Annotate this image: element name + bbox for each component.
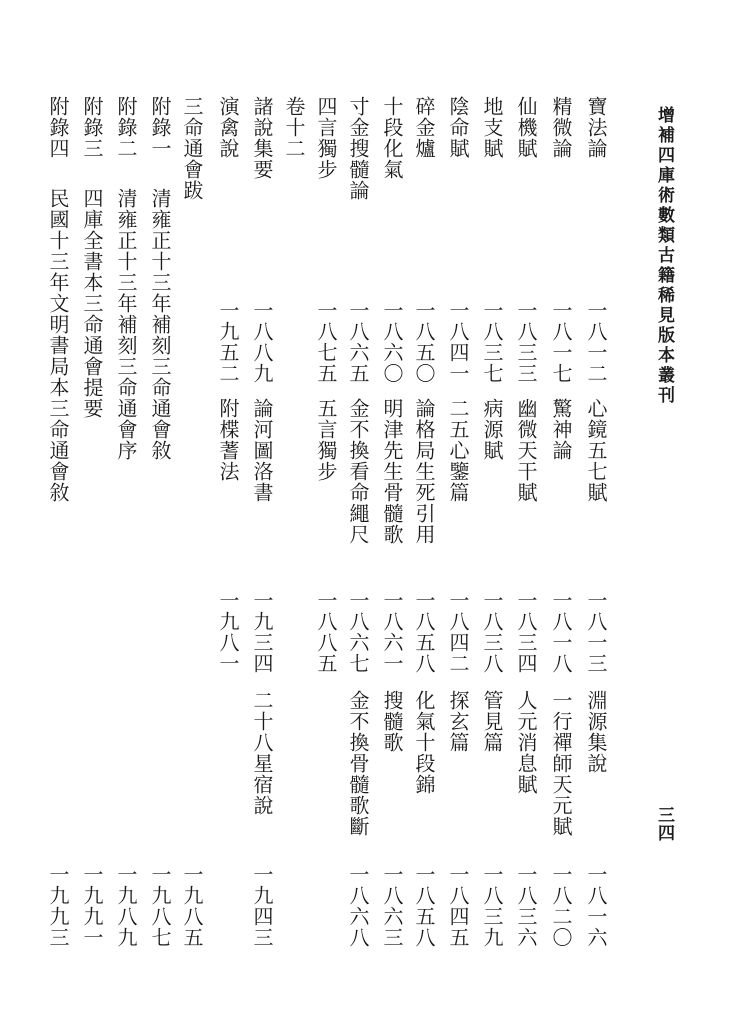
toc-page-2-p1: 一八三四 <box>514 590 538 674</box>
toc-page-6-p0: 一八六〇 <box>380 300 404 384</box>
toc-title-5-c1: 論格局生死引用 <box>412 398 436 545</box>
toc-page-7-p0: 一八六五 <box>346 300 370 384</box>
toc-title-5-c2: 化氣十段錦 <box>412 690 436 795</box>
toc-title-0-c0: 寶法論 <box>584 96 608 159</box>
toc-page-13-p0: 清雍正十三年補刻三命通會敘 <box>148 188 172 461</box>
toc-page-7-p2: 一八六八 <box>346 864 370 948</box>
toc-page-2-p2: 一八三六 <box>514 864 538 948</box>
toc-title-13-c0: 附錄一 <box>148 96 172 159</box>
toc-page-1-p0: 一八一七 <box>549 300 573 384</box>
toc-page-11-p0: 一九五二 <box>216 300 240 384</box>
toc-title-6-c1: 明津先生骨髓歌 <box>380 398 404 545</box>
toc-page-3-p2: 一八三九 <box>480 864 504 948</box>
page-number: 三四 <box>654 806 674 842</box>
toc-title-15-c0: 附錄三 <box>80 96 104 159</box>
toc-title-9-c0: 卷十二 <box>282 96 306 159</box>
toc-page-0-p0: 一八一二 <box>584 300 608 384</box>
toc-page-5-p0: 一八五〇 <box>412 300 436 384</box>
toc-page-10-p0: 一八八九 <box>250 300 274 384</box>
toc-title-7-c1: 金不換看命繩尺 <box>346 398 370 545</box>
toc-title-8-c0: 四言獨步 <box>314 96 338 180</box>
toc-title-3-c1: 病源賦 <box>480 398 504 461</box>
toc-title-1-c0: 精微論 <box>549 96 573 159</box>
toc-title-1-c1: 驚神論 <box>549 398 573 461</box>
toc-title-2-c2: 人元消息賦 <box>514 690 538 795</box>
toc-title-5-c0: 碎金爐 <box>412 96 436 159</box>
toc-title-11-c1: 附楪蓍法 <box>216 398 240 482</box>
toc-title-2-c0: 仙機賦 <box>514 96 538 159</box>
toc-title-11-c0: 演禽說 <box>216 96 240 159</box>
toc-title-16-c0: 附錄四 <box>46 96 70 159</box>
toc-title-8-c1: 五言獨步 <box>314 398 338 482</box>
toc-page-6-p2: 一八六三 <box>380 864 404 948</box>
toc-page-3-p1: 一八三八 <box>480 590 504 674</box>
toc-page-12-p2: 一九八五 <box>180 864 204 948</box>
toc-page-5-p1: 一八五八 <box>412 590 436 674</box>
toc-title-10-c0: 諸說集要 <box>250 96 274 180</box>
toc-title-2-c1: 幽微天干賦 <box>514 398 538 503</box>
toc-page-8-p0: 一八七五 <box>314 300 338 384</box>
toc-title-6-c2: 搜髓歌 <box>380 690 404 753</box>
toc-page-16-p0: 民國十三年文明書局本三命通會敘 <box>46 188 70 503</box>
toc-title-3-c0: 地支賦 <box>480 96 504 159</box>
toc-title-14-c0: 附錄二 <box>114 96 138 159</box>
toc-page-0-p1: 一八一三 <box>584 590 608 674</box>
toc-page-3-p0: 一八三七 <box>480 300 504 384</box>
toc-page-0-p2: 一八一六 <box>584 864 608 948</box>
toc-title-10-c1: 論河圖洛書 <box>250 398 274 503</box>
toc-page-4-p2: 一八四五 <box>446 864 470 948</box>
toc-page-8-p1: 一八八五 <box>314 590 338 674</box>
toc-page-14-p2: 一九八九 <box>114 864 138 948</box>
toc-page-5-p2: 一八五八 <box>412 864 436 948</box>
toc-page-13-p2: 一九八七 <box>148 864 172 948</box>
toc-title-12-c0: 三命通會跋 <box>180 96 204 201</box>
toc-page-4-p1: 一八四二 <box>446 590 470 674</box>
toc-title-0-c2: 淵源集說 <box>584 690 608 774</box>
toc-page-16-p2: 一九九三 <box>46 864 70 948</box>
toc-page-2-p0: 一八三三 <box>514 300 538 384</box>
toc-page-4-p0: 一八四一 <box>446 300 470 384</box>
toc-title-6-c0: 十段化氣 <box>380 96 404 180</box>
toc-title-10-c2: 二十八星宿說 <box>250 690 274 816</box>
series-title: 增補四庫術數類古籍稀見版本叢刊 <box>654 106 674 406</box>
toc-page-15-p2: 一九九一 <box>80 864 104 948</box>
toc-page-1-p1: 一八一八 <box>549 590 573 674</box>
toc-title-0-c1: 心鏡五七賦 <box>584 398 608 503</box>
toc-title-4-c2: 探玄篇 <box>446 690 470 753</box>
toc-title-7-c2: 金不換骨髓歌斷 <box>346 690 370 837</box>
toc-title-4-c1: 二五心鑒篇 <box>446 398 470 503</box>
toc-title-1-c2: 一行禪師天元賦 <box>549 690 573 837</box>
toc-page-6-p1: 一八六一 <box>380 590 404 674</box>
toc-page-15-p0: 四庫全書本三命通會提要 <box>80 188 104 419</box>
toc-title-7-c0: 寸金搜髓論 <box>346 96 370 201</box>
toc-page-7-p1: 一八六七 <box>346 590 370 674</box>
toc-page-11-p1: 一九八一 <box>216 590 240 674</box>
toc-page-10-p2: 一九四三 <box>250 864 274 948</box>
toc-title-3-c2: 管見篇 <box>480 690 504 753</box>
toc-page-1-p2: 一八二〇 <box>549 864 573 948</box>
toc-page-10-p1: 一九三四 <box>250 590 274 674</box>
toc-page-14-p0: 清雍正十三年補刻三命通會序 <box>114 188 138 461</box>
toc-title-4-c0: 陰命賦 <box>446 96 470 159</box>
